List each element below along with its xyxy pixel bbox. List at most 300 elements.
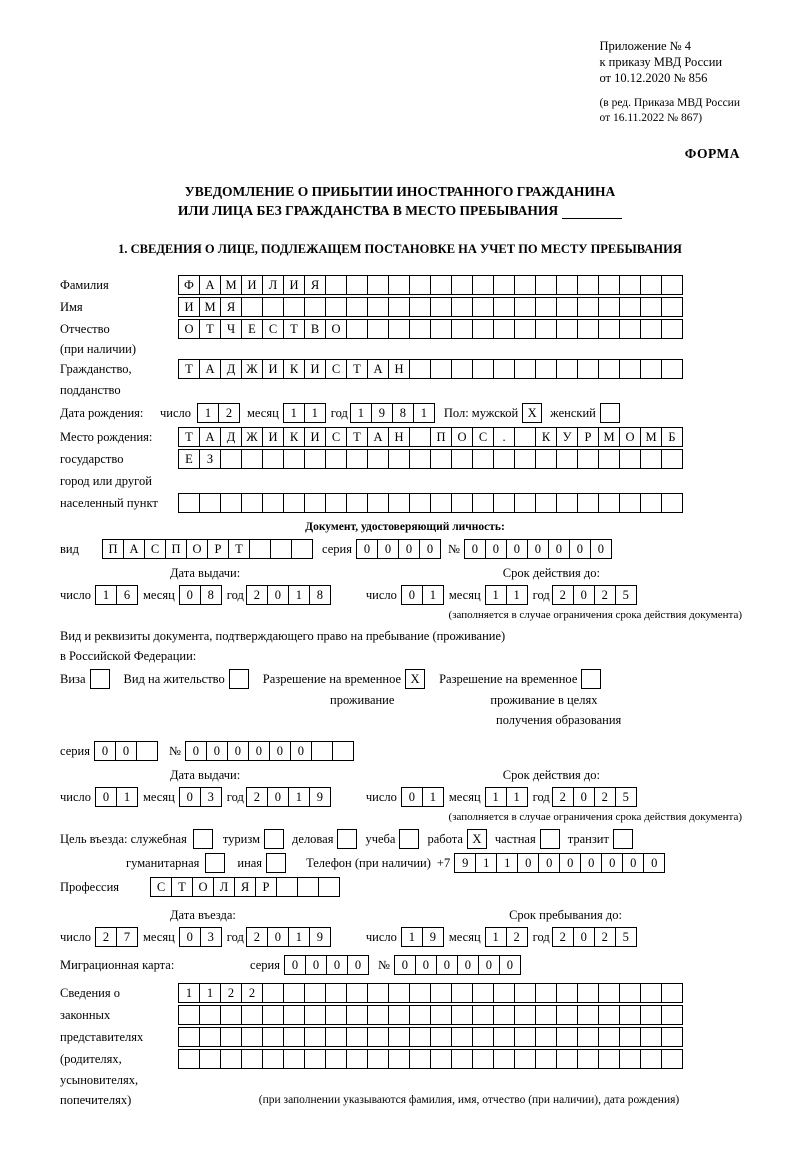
cell[interactable]: 3 bbox=[200, 787, 222, 807]
cell[interactable]: 0 bbox=[527, 539, 549, 559]
cell[interactable] bbox=[178, 1005, 200, 1025]
cell[interactable] bbox=[535, 275, 557, 295]
cell[interactable] bbox=[556, 983, 578, 1003]
citizenship-cells[interactable] bbox=[178, 359, 682, 379]
cell[interactable] bbox=[577, 319, 599, 339]
cell[interactable] bbox=[577, 449, 599, 469]
cell[interactable] bbox=[262, 493, 284, 513]
cell[interactable]: 0 bbox=[267, 787, 289, 807]
cell[interactable]: Н bbox=[388, 427, 410, 447]
cell[interactable] bbox=[514, 359, 536, 379]
checkbox-purpose-humanitarian[interactable] bbox=[205, 853, 225, 873]
cell[interactable] bbox=[409, 1027, 431, 1047]
cell[interactable] bbox=[619, 297, 641, 317]
cell[interactable]: . bbox=[493, 427, 515, 447]
cell[interactable]: 0 bbox=[601, 853, 623, 873]
cell[interactable]: Б bbox=[661, 427, 683, 447]
cell[interactable] bbox=[304, 1005, 326, 1025]
checkbox-purpose-other[interactable] bbox=[266, 853, 286, 873]
cell[interactable]: 1 bbox=[288, 927, 310, 947]
birthplace-cells-row2[interactable] bbox=[178, 449, 682, 469]
cell[interactable]: С bbox=[325, 359, 347, 379]
cell[interactable] bbox=[409, 297, 431, 317]
valid-day-cells[interactable] bbox=[401, 585, 443, 605]
cell[interactable] bbox=[514, 297, 536, 317]
cell[interactable] bbox=[220, 1049, 242, 1069]
cell[interactable] bbox=[409, 359, 431, 379]
cell[interactable]: 2 bbox=[246, 585, 268, 605]
cell[interactable] bbox=[472, 1049, 494, 1069]
cell[interactable]: 1 bbox=[485, 787, 507, 807]
cell[interactable]: И bbox=[304, 427, 326, 447]
cell[interactable] bbox=[640, 359, 662, 379]
permit-series-cells[interactable] bbox=[94, 741, 157, 761]
cell[interactable] bbox=[388, 983, 410, 1003]
cell[interactable] bbox=[514, 275, 536, 295]
cell[interactable] bbox=[472, 319, 494, 339]
birth-day-cells[interactable] bbox=[197, 403, 239, 423]
cell[interactable] bbox=[556, 449, 578, 469]
cell[interactable] bbox=[493, 275, 515, 295]
cell[interactable] bbox=[556, 275, 578, 295]
cell[interactable] bbox=[661, 983, 683, 1003]
cell[interactable] bbox=[388, 275, 410, 295]
cell[interactable] bbox=[472, 449, 494, 469]
cell[interactable]: 1 bbox=[197, 403, 219, 423]
cell[interactable]: Ж bbox=[241, 359, 263, 379]
cell[interactable]: Я bbox=[220, 297, 242, 317]
cell[interactable]: 0 bbox=[573, 787, 595, 807]
cell[interactable] bbox=[283, 1027, 305, 1047]
cell[interactable] bbox=[472, 275, 494, 295]
cell[interactable] bbox=[661, 1027, 683, 1047]
cell[interactable] bbox=[598, 983, 620, 1003]
cell[interactable]: Ч bbox=[220, 319, 242, 339]
cell[interactable] bbox=[661, 1049, 683, 1069]
cell[interactable] bbox=[556, 359, 578, 379]
cell[interactable] bbox=[311, 741, 333, 761]
cell[interactable] bbox=[409, 1005, 431, 1025]
cell[interactable]: 2 bbox=[594, 585, 616, 605]
cell[interactable] bbox=[325, 1027, 347, 1047]
cell[interactable]: 1 bbox=[496, 853, 518, 873]
legal-cells-row1[interactable] bbox=[178, 983, 682, 1003]
cell[interactable]: С bbox=[144, 539, 166, 559]
valid-year-cells[interactable] bbox=[552, 585, 636, 605]
cell[interactable]: 0 bbox=[356, 539, 378, 559]
cell[interactable]: 0 bbox=[478, 955, 500, 975]
cell[interactable] bbox=[451, 493, 473, 513]
cell[interactable] bbox=[661, 319, 683, 339]
stay-day-cells[interactable] bbox=[401, 927, 443, 947]
cell[interactable]: Ж bbox=[241, 427, 263, 447]
cell[interactable] bbox=[640, 449, 662, 469]
cell[interactable] bbox=[619, 449, 641, 469]
cell[interactable]: 0 bbox=[464, 539, 486, 559]
cell[interactable] bbox=[535, 359, 557, 379]
cell[interactable]: 2 bbox=[220, 983, 242, 1003]
cell[interactable]: 0 bbox=[506, 539, 528, 559]
cell[interactable]: 0 bbox=[326, 955, 348, 975]
cell[interactable]: И bbox=[262, 359, 284, 379]
cell[interactable] bbox=[325, 275, 347, 295]
cell[interactable] bbox=[556, 319, 578, 339]
cell[interactable]: Т bbox=[171, 877, 193, 897]
cell[interactable]: А bbox=[199, 359, 221, 379]
cell[interactable] bbox=[598, 1005, 620, 1025]
phone-cells[interactable] bbox=[454, 853, 664, 873]
permit-valid-year-cells[interactable] bbox=[552, 787, 636, 807]
cell[interactable] bbox=[249, 539, 271, 559]
cell[interactable]: 1 bbox=[422, 585, 444, 605]
cell[interactable]: 0 bbox=[580, 853, 602, 873]
cell[interactable] bbox=[493, 493, 515, 513]
cell[interactable] bbox=[493, 359, 515, 379]
cell[interactable] bbox=[325, 983, 347, 1003]
cell[interactable]: 0 bbox=[538, 853, 560, 873]
cell[interactable]: К bbox=[283, 359, 305, 379]
cell[interactable] bbox=[346, 493, 368, 513]
cell[interactable]: 1 bbox=[116, 787, 138, 807]
cell[interactable]: 1 bbox=[283, 403, 305, 423]
cell[interactable] bbox=[199, 1049, 221, 1069]
cell[interactable] bbox=[283, 1049, 305, 1069]
cell[interactable]: И bbox=[262, 427, 284, 447]
cell[interactable]: М bbox=[220, 275, 242, 295]
cell[interactable] bbox=[283, 1005, 305, 1025]
checkbox-purpose-tourism[interactable] bbox=[264, 829, 284, 849]
entry-day-cells[interactable] bbox=[95, 927, 137, 947]
birthplace-cells-row3[interactable] bbox=[178, 493, 682, 513]
cell[interactable] bbox=[241, 297, 263, 317]
cell[interactable] bbox=[388, 1027, 410, 1047]
cell[interactable] bbox=[276, 877, 298, 897]
cell[interactable] bbox=[493, 1005, 515, 1025]
cell[interactable] bbox=[325, 1049, 347, 1069]
birth-month-cells[interactable] bbox=[283, 403, 325, 423]
cell[interactable] bbox=[262, 983, 284, 1003]
cell[interactable] bbox=[409, 449, 431, 469]
cell[interactable]: О bbox=[186, 539, 208, 559]
cell[interactable] bbox=[451, 983, 473, 1003]
cell[interactable]: 0 bbox=[485, 539, 507, 559]
cell[interactable] bbox=[598, 297, 620, 317]
checkbox-residence[interactable] bbox=[229, 669, 249, 689]
cell[interactable] bbox=[283, 449, 305, 469]
doc-series-cells[interactable] bbox=[356, 539, 440, 559]
cell[interactable] bbox=[640, 1027, 662, 1047]
cell[interactable]: К bbox=[283, 427, 305, 447]
cell[interactable]: 2 bbox=[246, 927, 268, 947]
checkbox-edu-residence[interactable] bbox=[581, 669, 601, 689]
cell[interactable] bbox=[514, 493, 536, 513]
cell[interactable] bbox=[304, 493, 326, 513]
cell[interactable] bbox=[409, 319, 431, 339]
cell[interactable] bbox=[472, 983, 494, 1003]
cell[interactable] bbox=[577, 359, 599, 379]
cell[interactable]: К bbox=[535, 427, 557, 447]
cell[interactable] bbox=[619, 1027, 641, 1047]
cell[interactable] bbox=[388, 493, 410, 513]
cell[interactable] bbox=[367, 297, 389, 317]
cell[interactable] bbox=[472, 1005, 494, 1025]
cell[interactable] bbox=[556, 1049, 578, 1069]
cell[interactable]: О bbox=[192, 877, 214, 897]
cell[interactable] bbox=[598, 319, 620, 339]
cell[interactable] bbox=[556, 493, 578, 513]
cell[interactable]: А bbox=[367, 359, 389, 379]
cell[interactable]: 0 bbox=[559, 853, 581, 873]
cell[interactable] bbox=[514, 1005, 536, 1025]
cell[interactable] bbox=[598, 493, 620, 513]
cell[interactable]: 6 bbox=[116, 585, 138, 605]
cell[interactable] bbox=[640, 1049, 662, 1069]
cell[interactable] bbox=[577, 297, 599, 317]
cell[interactable] bbox=[493, 449, 515, 469]
cell[interactable] bbox=[136, 741, 158, 761]
cell[interactable]: 0 bbox=[573, 927, 595, 947]
cell[interactable] bbox=[199, 493, 221, 513]
cell[interactable]: З bbox=[199, 449, 221, 469]
cell[interactable]: 0 bbox=[248, 741, 270, 761]
cell[interactable]: 5 bbox=[615, 927, 637, 947]
cell[interactable]: 0 bbox=[415, 955, 437, 975]
cell[interactable] bbox=[346, 297, 368, 317]
cell[interactable]: 0 bbox=[179, 585, 201, 605]
cell[interactable]: 2 bbox=[506, 927, 528, 947]
cell[interactable]: 2 bbox=[95, 927, 117, 947]
cell[interactable]: 0 bbox=[290, 741, 312, 761]
cell[interactable] bbox=[178, 1027, 200, 1047]
cell[interactable] bbox=[472, 359, 494, 379]
cell[interactable] bbox=[472, 1027, 494, 1047]
cell[interactable]: 0 bbox=[267, 927, 289, 947]
cell[interactable] bbox=[535, 319, 557, 339]
cell[interactable] bbox=[291, 539, 313, 559]
cell[interactable] bbox=[220, 493, 242, 513]
checkbox-purpose-service[interactable] bbox=[193, 829, 213, 849]
birth-year-cells[interactable] bbox=[350, 403, 434, 423]
legal-cells-row4[interactable] bbox=[178, 1049, 682, 1069]
cell[interactable]: 0 bbox=[590, 539, 612, 559]
cell[interactable] bbox=[535, 449, 557, 469]
cell[interactable] bbox=[514, 449, 536, 469]
cell[interactable]: 0 bbox=[517, 853, 539, 873]
cell[interactable]: 0 bbox=[394, 955, 416, 975]
cell[interactable] bbox=[556, 1027, 578, 1047]
cell[interactable] bbox=[430, 319, 452, 339]
cell[interactable] bbox=[451, 297, 473, 317]
cell[interactable] bbox=[535, 1049, 557, 1069]
cell[interactable] bbox=[367, 983, 389, 1003]
cell[interactable] bbox=[430, 275, 452, 295]
cell[interactable] bbox=[297, 877, 319, 897]
cell[interactable] bbox=[409, 427, 431, 447]
cell[interactable] bbox=[451, 1027, 473, 1047]
cell[interactable]: М bbox=[640, 427, 662, 447]
cell[interactable] bbox=[619, 319, 641, 339]
cell[interactable] bbox=[220, 449, 242, 469]
cell[interactable] bbox=[388, 449, 410, 469]
cell[interactable] bbox=[388, 1005, 410, 1025]
cell[interactable] bbox=[367, 449, 389, 469]
valid-month-cells[interactable] bbox=[485, 585, 527, 605]
cell[interactable]: 8 bbox=[392, 403, 414, 423]
cell[interactable]: П bbox=[165, 539, 187, 559]
checkbox-purpose-study[interactable] bbox=[399, 829, 419, 849]
cell[interactable]: 9 bbox=[371, 403, 393, 423]
cell[interactable] bbox=[241, 449, 263, 469]
cell[interactable] bbox=[367, 493, 389, 513]
cell[interactable] bbox=[598, 1049, 620, 1069]
cell[interactable] bbox=[577, 1005, 599, 1025]
cell[interactable]: Д bbox=[220, 427, 242, 447]
cell[interactable]: 0 bbox=[569, 539, 591, 559]
cell[interactable]: 0 bbox=[436, 955, 458, 975]
cell[interactable]: А bbox=[199, 427, 221, 447]
cell[interactable]: 9 bbox=[422, 927, 444, 947]
permit-issue-year-cells[interactable] bbox=[246, 787, 330, 807]
cell[interactable] bbox=[598, 275, 620, 295]
cell[interactable]: Р bbox=[255, 877, 277, 897]
cell[interactable]: И bbox=[304, 359, 326, 379]
stay-year-cells[interactable] bbox=[552, 927, 636, 947]
permit-issue-day-cells[interactable] bbox=[95, 787, 137, 807]
cell[interactable] bbox=[430, 493, 452, 513]
cell[interactable] bbox=[619, 983, 641, 1003]
cell[interactable] bbox=[283, 297, 305, 317]
cell[interactable]: 0 bbox=[267, 585, 289, 605]
cell[interactable] bbox=[451, 359, 473, 379]
cell[interactable] bbox=[493, 1049, 515, 1069]
cell[interactable] bbox=[241, 1027, 263, 1047]
cell[interactable] bbox=[577, 983, 599, 1003]
cell[interactable]: 0 bbox=[401, 787, 423, 807]
cell[interactable]: М bbox=[598, 427, 620, 447]
cell[interactable]: Я bbox=[304, 275, 326, 295]
cell[interactable] bbox=[514, 983, 536, 1003]
cell[interactable] bbox=[270, 539, 292, 559]
surname-cells[interactable] bbox=[178, 275, 682, 295]
cell[interactable]: И bbox=[241, 275, 263, 295]
cell[interactable]: 0 bbox=[377, 539, 399, 559]
patronymic-cells[interactable] bbox=[178, 319, 682, 339]
cell[interactable]: А bbox=[123, 539, 145, 559]
cell[interactable] bbox=[346, 1005, 368, 1025]
cell[interactable]: 1 bbox=[95, 585, 117, 605]
cell[interactable] bbox=[178, 493, 200, 513]
cell[interactable] bbox=[367, 1005, 389, 1025]
cell[interactable]: М bbox=[199, 297, 221, 317]
cell[interactable]: 7 bbox=[116, 927, 138, 947]
cell[interactable] bbox=[367, 1027, 389, 1047]
cell[interactable]: Л bbox=[213, 877, 235, 897]
cell[interactable]: 0 bbox=[499, 955, 521, 975]
cell[interactable] bbox=[409, 275, 431, 295]
cell[interactable]: 0 bbox=[643, 853, 665, 873]
cell[interactable]: 0 bbox=[115, 741, 137, 761]
cell[interactable] bbox=[451, 449, 473, 469]
cell[interactable] bbox=[535, 297, 557, 317]
birthplace-cells-row1[interactable] bbox=[178, 427, 682, 447]
cell[interactable]: Т bbox=[199, 319, 221, 339]
cell[interactable]: Е bbox=[178, 449, 200, 469]
cell[interactable] bbox=[325, 297, 347, 317]
cell[interactable]: 0 bbox=[457, 955, 479, 975]
cell[interactable] bbox=[388, 297, 410, 317]
checkbox-female[interactable] bbox=[600, 403, 620, 423]
cell[interactable]: А bbox=[199, 275, 221, 295]
cell[interactable]: 0 bbox=[347, 955, 369, 975]
cell[interactable] bbox=[493, 297, 515, 317]
checkbox-purpose-business[interactable] bbox=[337, 829, 357, 849]
cell[interactable] bbox=[304, 449, 326, 469]
cell[interactable]: О bbox=[451, 427, 473, 447]
cell[interactable]: Т bbox=[178, 359, 200, 379]
cell[interactable] bbox=[493, 983, 515, 1003]
cell[interactable]: 1 bbox=[401, 927, 423, 947]
cell[interactable]: Т bbox=[228, 539, 250, 559]
checkbox-male[interactable]: X bbox=[522, 403, 542, 423]
cell[interactable] bbox=[241, 493, 263, 513]
cell[interactable]: 1 bbox=[288, 585, 310, 605]
cell[interactable]: 0 bbox=[284, 955, 306, 975]
cell[interactable]: С bbox=[325, 427, 347, 447]
cell[interactable] bbox=[598, 1027, 620, 1047]
cell[interactable] bbox=[318, 877, 340, 897]
cell[interactable] bbox=[430, 449, 452, 469]
legal-cells-row3[interactable] bbox=[178, 1027, 682, 1047]
cell[interactable]: 8 bbox=[309, 585, 331, 605]
cell[interactable] bbox=[346, 449, 368, 469]
cell[interactable] bbox=[640, 983, 662, 1003]
cell[interactable]: 2 bbox=[241, 983, 263, 1003]
cell[interactable] bbox=[409, 493, 431, 513]
cell[interactable]: 0 bbox=[401, 585, 423, 605]
cell[interactable] bbox=[451, 1005, 473, 1025]
cell[interactable] bbox=[577, 275, 599, 295]
cell[interactable] bbox=[640, 319, 662, 339]
cell[interactable]: 1 bbox=[199, 983, 221, 1003]
cell[interactable]: С bbox=[262, 319, 284, 339]
cell[interactable] bbox=[346, 1027, 368, 1047]
cell[interactable]: С bbox=[150, 877, 172, 897]
cell[interactable] bbox=[598, 359, 620, 379]
cell[interactable] bbox=[493, 1027, 515, 1047]
cell[interactable]: О bbox=[325, 319, 347, 339]
cell[interactable]: 1 bbox=[485, 927, 507, 947]
checkbox-temp-residence[interactable]: X bbox=[405, 669, 425, 689]
cell[interactable] bbox=[346, 1049, 368, 1069]
cell[interactable] bbox=[577, 1027, 599, 1047]
cell[interactable] bbox=[262, 1027, 284, 1047]
cell[interactable]: О bbox=[619, 427, 641, 447]
cell[interactable]: У bbox=[556, 427, 578, 447]
cell[interactable]: П bbox=[430, 427, 452, 447]
checkbox-visa[interactable] bbox=[90, 669, 110, 689]
cell[interactable]: 1 bbox=[413, 403, 435, 423]
cell[interactable]: 8 bbox=[200, 585, 222, 605]
cell[interactable] bbox=[640, 297, 662, 317]
cell[interactable] bbox=[346, 275, 368, 295]
cell[interactable]: 2 bbox=[218, 403, 240, 423]
doc-number-cells[interactable] bbox=[464, 539, 611, 559]
cell[interactable] bbox=[367, 275, 389, 295]
cell[interactable] bbox=[199, 1027, 221, 1047]
cell[interactable] bbox=[388, 319, 410, 339]
cell[interactable]: 3 bbox=[200, 927, 222, 947]
issue-day-cells[interactable] bbox=[95, 585, 137, 605]
